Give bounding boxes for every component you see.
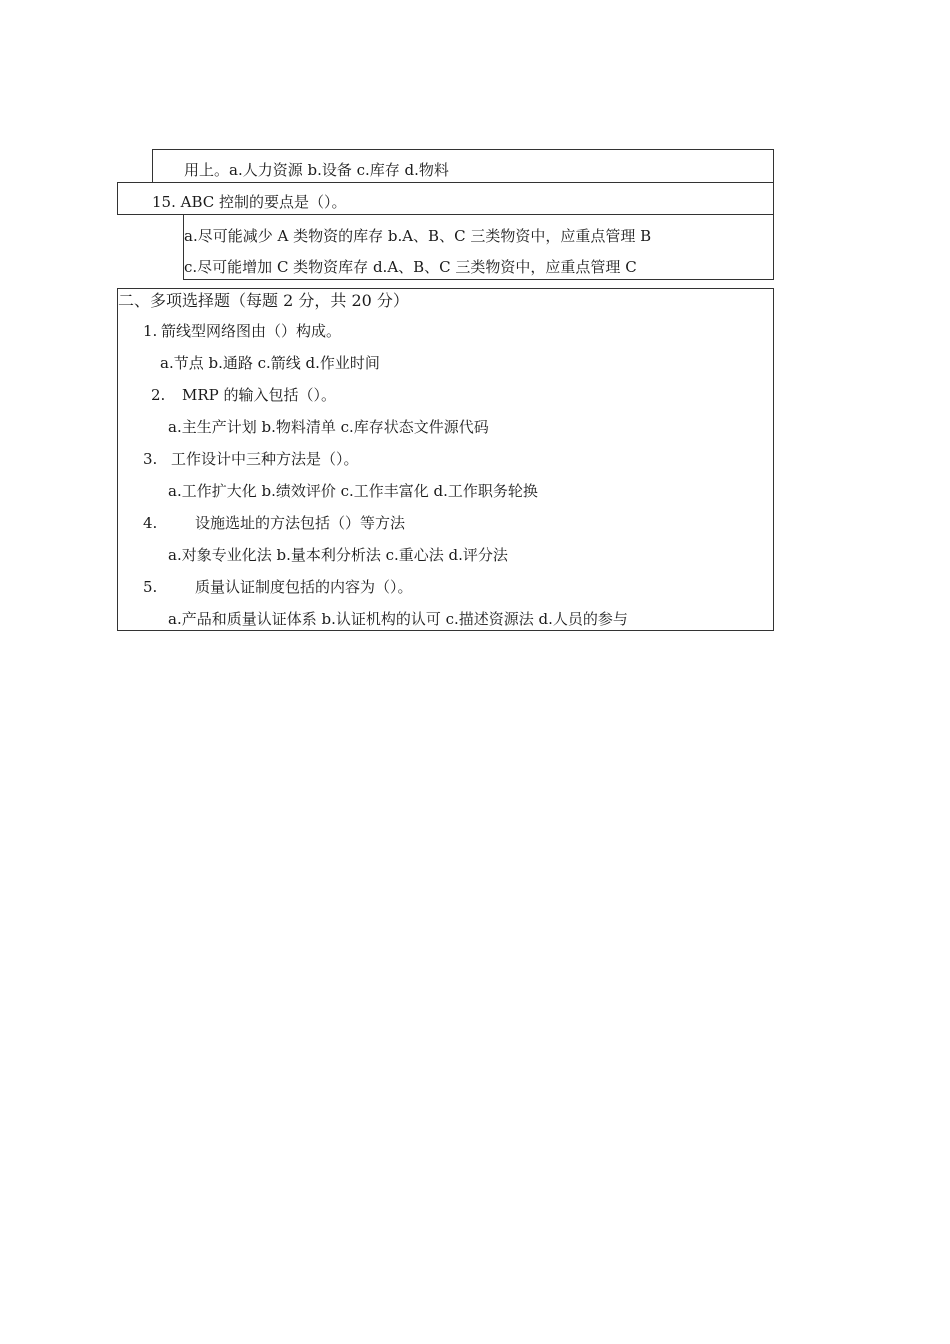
question-number: 3. [143, 450, 158, 468]
question-number: 1. [143, 322, 158, 340]
question-stem: 工作设计中三种方法是（）。 [171, 450, 359, 468]
q15-option-cd: c.尽可能增加 C 类物资库存 d.A、B、C 三类物资中，应重点管理 C [184, 258, 637, 276]
question-stem: MRP 的输入包括（）。 [182, 386, 337, 404]
question-stem: 箭线型网络图由（）构成。 [161, 322, 342, 340]
q14-continuation-text: 用上。a.人力资源 b.设备 c.库存 d.物料 [184, 161, 449, 179]
question-options: a.产品和质量认证体系 b.认证机构的认可 c.描述资源法 d.人员的参与 [168, 610, 628, 628]
section-two-heading: 二、多项选择题（每题 2 分，共 20 分） [118, 291, 409, 310]
question-options: a.节点 b.通路 c.箭线 d.作业时间 [160, 354, 380, 372]
question-stem: 设施选址的方法包括（）等方法 [195, 514, 406, 532]
q15-option-ab: a.尽可能减少 A 类物资的库存 b.A、B、C 三类物资中，应重点管理 B [184, 227, 652, 245]
question-options: a.主生产计划 b.物料清单 c.库存状态文件源代码 [168, 418, 489, 436]
question-stem: 质量认证制度包括的内容为（）。 [195, 578, 413, 596]
question-options: a.工作扩大化 b.绩效评价 c.工作丰富化 d.工作职务轮换 [168, 482, 538, 500]
question-options: a.对象专业化法 b.量本利分析法 c.重心法 d.评分法 [168, 546, 508, 564]
question-number: 2. [151, 386, 166, 404]
question-number: 5. [143, 578, 158, 596]
q15-stem: 15. ABC 控制的要点是（）。 [152, 193, 347, 211]
question-number: 4. [143, 514, 158, 532]
